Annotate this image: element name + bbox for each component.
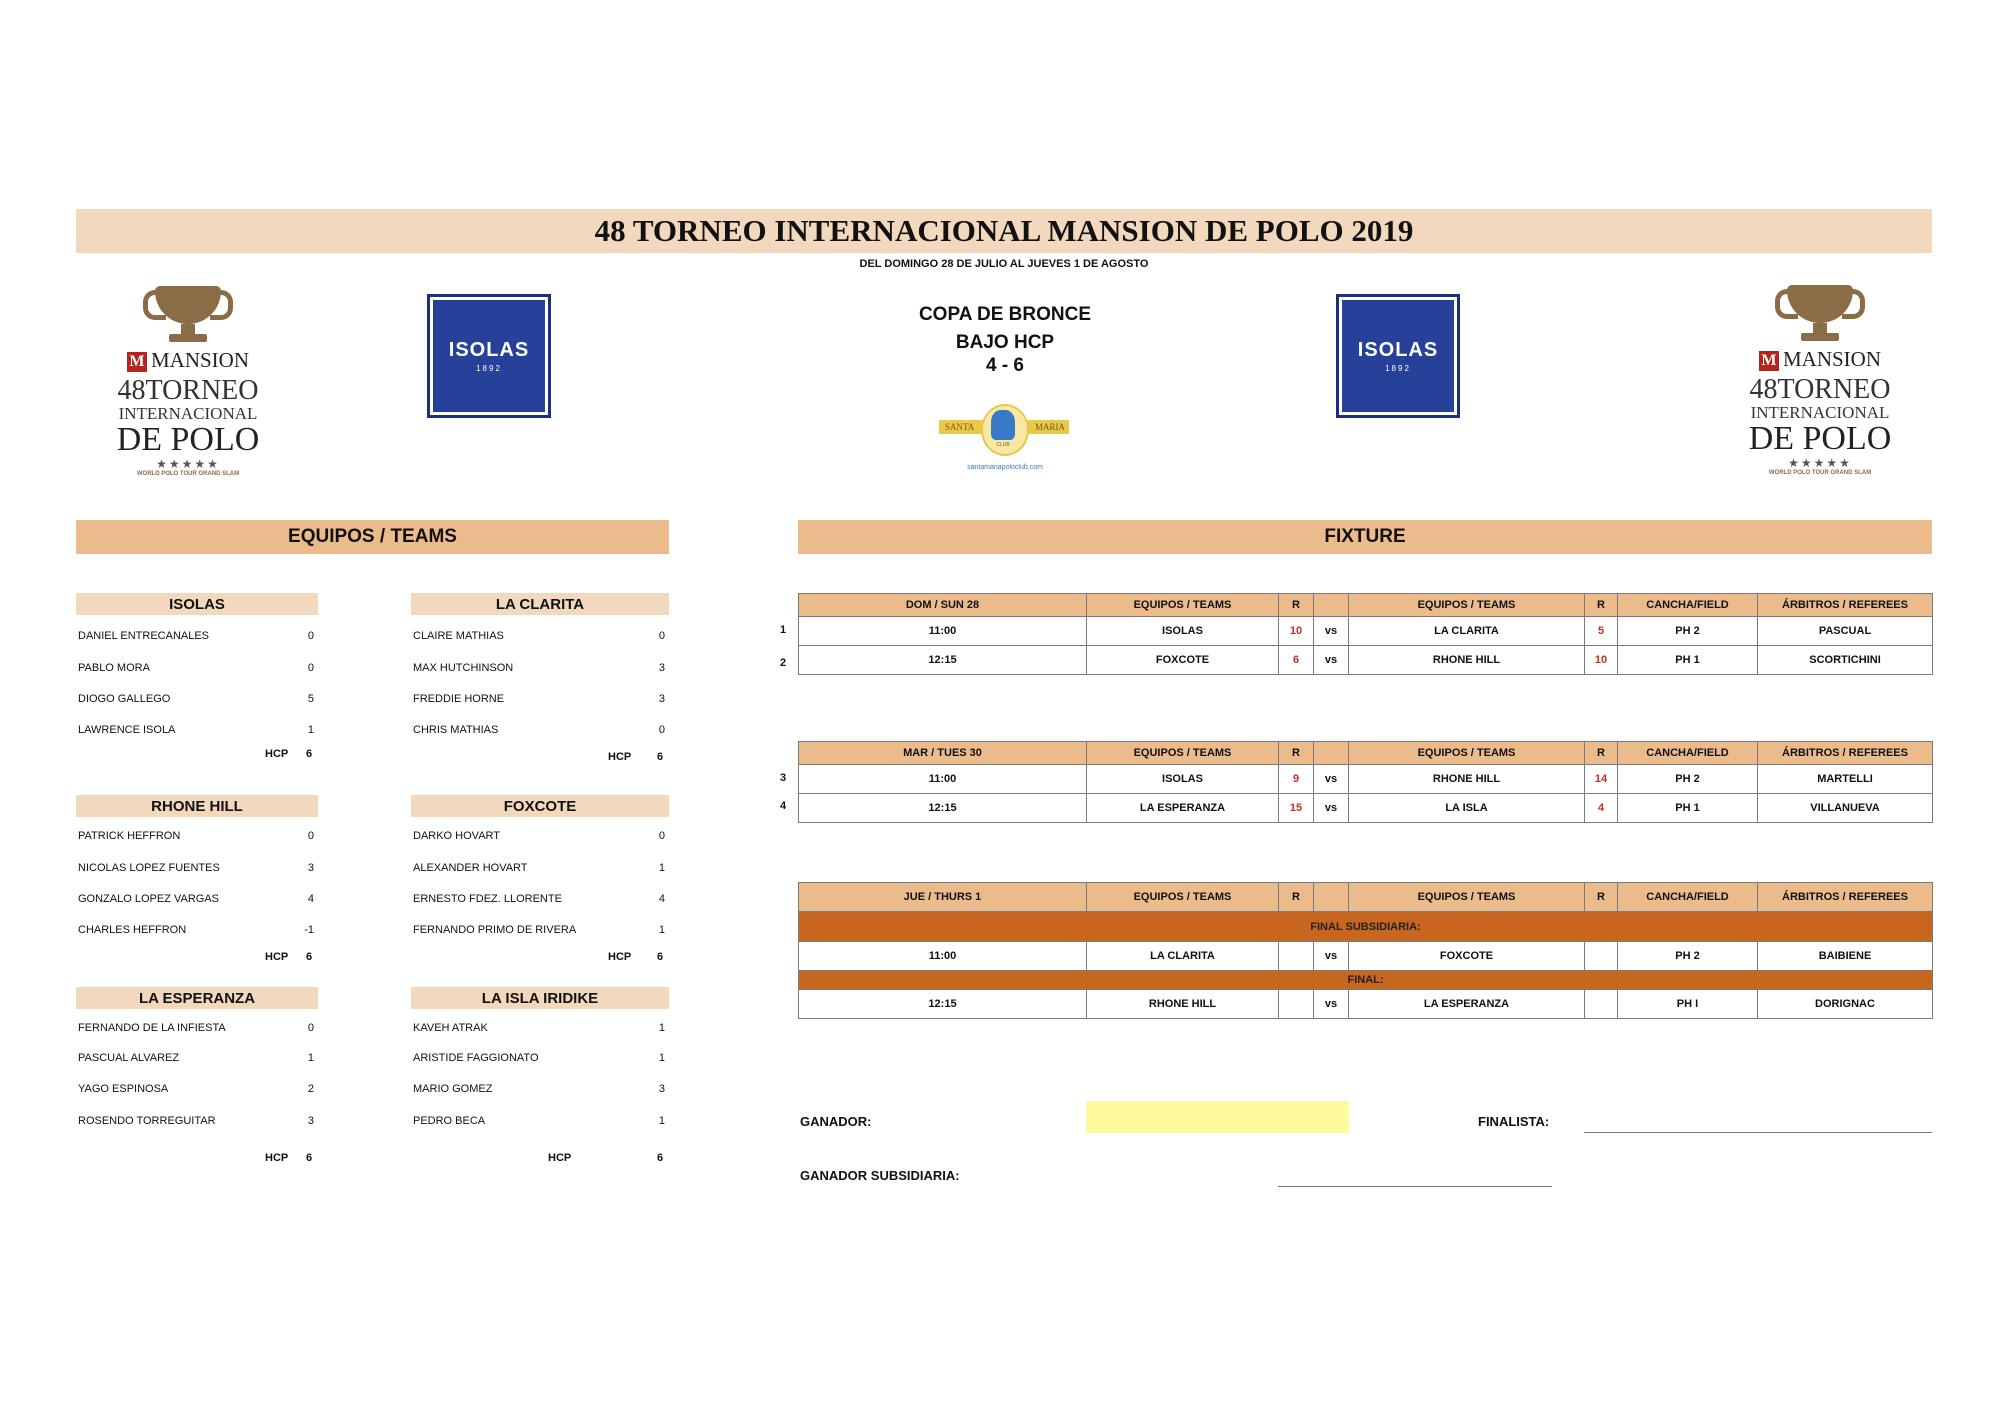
match-time: 12:15: [799, 794, 1087, 823]
player-handicap: 1: [658, 1115, 665, 1127]
subsidiary-winner-field[interactable]: [1278, 1154, 1552, 1187]
player-row: [76, 1083, 318, 1099]
match-time: 11:00: [799, 765, 1087, 794]
team-2: LA CLARITA: [1349, 617, 1585, 646]
score-1: [1279, 990, 1314, 1019]
vs-label: vs: [1314, 990, 1349, 1019]
score-2: 10: [1585, 646, 1618, 675]
player-name: CHARLES HEFFRON: [78, 924, 187, 936]
fixture-day-3: [798, 882, 1933, 1019]
vs-label: vs: [1314, 646, 1349, 675]
referee: SCORTICHINI: [1758, 646, 1933, 675]
match-row: [799, 617, 1933, 646]
mansion-logo-right: M MANSION 48TORNEO INTERNACIONAL DE POLO ★★★★★ WORLD POLO TOUR GRAND SLAM: [1740, 285, 1900, 485]
team-1: FOXCOTE: [1087, 646, 1279, 675]
cup-category: BAJO HCP: [955, 332, 1055, 353]
match-row: [799, 765, 1933, 794]
player-name: ROSENDO TORREGUITAR: [78, 1115, 216, 1127]
referee: BAIBIENE: [1758, 942, 1933, 971]
fixture-header-row: MAR / TUES 30 EQUIPOS / TEAMS R EQUIPOS / TEAMS R CANCHA/FIELD ÁRBITROS / REFEREES: [799, 742, 1933, 765]
team-hcp-label: HCP: [548, 1152, 572, 1164]
player-row: [411, 1115, 669, 1131]
score-1: 15: [1279, 794, 1314, 823]
team-header: LA ESPERANZA: [76, 987, 318, 1009]
team-hcp-label: HCP: [608, 951, 632, 963]
player-name: PABLO MORA: [78, 662, 150, 674]
winner-field[interactable]: [1086, 1101, 1349, 1133]
match-row: [799, 942, 1933, 971]
player-name: CHRIS MATHIAS: [413, 724, 499, 736]
player-name: PASCUAL ALVAREZ: [78, 1052, 180, 1064]
referee: MARTELLI: [1758, 765, 1933, 794]
team-2: RHONE HILL: [1349, 646, 1585, 675]
subsidiary-winner-label: GANADOR SUBSIDIARIA:: [800, 1168, 960, 1183]
player-name: DIOGO GALLEGO: [78, 693, 171, 705]
player-row: [411, 830, 669, 846]
player-row: [76, 924, 318, 940]
fixture-day-1: [798, 593, 1933, 675]
teams-section-header: EQUIPOS / TEAMS: [76, 520, 669, 554]
score-2: [1585, 942, 1618, 971]
player-name: FERNANDO PRIMO DE RIVERA: [413, 924, 577, 936]
player-name: FERNANDO DE LA INFIESTA: [78, 1022, 226, 1034]
player-handicap: 3: [307, 862, 314, 874]
player-name: YAGO ESPINOSA: [78, 1083, 169, 1095]
winner-label: GANADOR:: [800, 1114, 872, 1129]
player-handicap: 1: [658, 862, 665, 874]
player-row: [411, 1022, 669, 1038]
score-1: 10: [1279, 617, 1314, 646]
player-row: [411, 1083, 669, 1099]
player-name: FREDDIE HORNE: [413, 693, 505, 705]
player-name: KAVEH ATRAK: [413, 1022, 488, 1034]
player-row: [76, 693, 318, 709]
trophy-icon: [143, 286, 233, 342]
team-1: ISOLAS: [1087, 765, 1279, 794]
santa-maria-logo: SANTA MARIA CLUB santamariapoloclub.com: [935, 400, 1075, 476]
score-1: 6: [1279, 646, 1314, 675]
match-time: 12:15: [799, 990, 1087, 1019]
match-number: 3: [780, 772, 787, 784]
player-row: [76, 830, 318, 846]
vs-label: vs: [1314, 765, 1349, 794]
player-name: MARIO GOMEZ: [413, 1083, 493, 1095]
player-row: [411, 924, 669, 940]
player-handicap: 3: [658, 662, 665, 674]
player-row: [411, 893, 669, 909]
vs-label: vs: [1314, 942, 1349, 971]
player-handicap: 3: [658, 1083, 665, 1095]
player-handicap: 0: [658, 830, 665, 842]
team-header: FOXCOTE: [411, 795, 669, 817]
stage-label: FINAL:: [799, 971, 1933, 990]
team-hcp-label: HCP: [608, 751, 632, 763]
player-name: ARISTIDE FAGGIONATO: [413, 1052, 539, 1064]
team-hcp-total: 6: [306, 951, 313, 963]
player-name: DARKO HOVART: [413, 830, 500, 842]
match-number: 4: [780, 800, 787, 812]
stars-icon: ★★★★★: [156, 457, 220, 471]
player-handicap: 1: [307, 724, 314, 736]
fixture-day-2: [798, 741, 1933, 823]
finalist-label: FINALISTA:: [1478, 1114, 1550, 1129]
player-handicap: 0: [307, 830, 314, 842]
mansion-logo-left: M MANSION 48TORNEO INTERNACIONAL DE POLO ★★★★★ WORLD POLO TOUR GRAND SLAM: [108, 286, 268, 486]
player-row: [76, 1115, 318, 1131]
team-header: LA CLARITA: [411, 593, 669, 615]
match-time: 11:00: [799, 942, 1087, 971]
match-row: [799, 646, 1933, 675]
polo-player-icon: [991, 410, 1015, 440]
team-2: LA ESPERANZA: [1349, 990, 1585, 1019]
match-number: 1: [780, 624, 787, 636]
day-label: DOM / SUN 28: [799, 594, 1087, 617]
player-handicap: 0: [307, 662, 314, 674]
team-2: LA ISLA: [1349, 794, 1585, 823]
trophy-icon: [1775, 285, 1865, 341]
player-row: [76, 862, 318, 878]
player-handicap: 0: [307, 1022, 314, 1034]
score-1: [1279, 942, 1314, 971]
player-name: GONZALO LOPEZ VARGAS: [78, 893, 219, 905]
vs-label: vs: [1314, 617, 1349, 646]
cup-info: [860, 304, 1150, 377]
team-hcp-total: 6: [306, 748, 313, 760]
team-header: LA ISLA IRIDIKE: [411, 987, 669, 1009]
isolas-logo-left: ISOLAS 1892: [427, 294, 551, 418]
match-row: [799, 794, 1933, 823]
player-row: [76, 630, 318, 646]
mansion-m-icon: M: [127, 352, 147, 372]
team-hcp-total: 6: [306, 1152, 313, 1164]
team-hcp-total: 6: [657, 951, 664, 963]
team-hcp-label: HCP: [265, 1152, 289, 1164]
player-handicap: 3: [658, 693, 665, 705]
player-handicap: 0: [307, 630, 314, 642]
team-header: ISOLAS: [76, 593, 318, 615]
stars-icon: ★★★★★: [1788, 456, 1852, 470]
player-name: PATRICK HEFFRON: [78, 830, 181, 842]
player-handicap: 1: [658, 924, 665, 936]
match-time: 12:15: [799, 646, 1087, 675]
vs-label: vs: [1314, 794, 1349, 823]
player-name: PEDRO BECA: [413, 1115, 486, 1127]
team-1: LA CLARITA: [1087, 942, 1279, 971]
match-number: 2: [780, 657, 787, 669]
player-name: NICOLAS LOPEZ FUENTES: [78, 862, 220, 874]
field: PH 2: [1618, 942, 1758, 971]
player-name: CLAIRE MATHIAS: [413, 630, 504, 642]
player-handicap: 1: [307, 1052, 314, 1064]
team-1: RHONE HILL: [1087, 990, 1279, 1019]
player-handicap: 1: [658, 1052, 665, 1064]
team-2: RHONE HILL: [1349, 765, 1585, 794]
field: PH I: [1618, 990, 1758, 1019]
player-handicap: 2: [307, 1083, 314, 1095]
player-row: [411, 1052, 669, 1068]
mansion-m-icon: M: [1759, 351, 1779, 371]
player-row: [411, 662, 669, 678]
player-row: [411, 724, 669, 740]
team-hcp-total: 6: [657, 1152, 664, 1164]
tournament-dates: DEL DOMINGO 28 DE JULIO AL JUEVES 1 DE AGOSTO: [859, 258, 1149, 270]
team-1: LA ESPERANZA: [1087, 794, 1279, 823]
team-hcp-label: HCP: [265, 748, 289, 760]
field: PH 1: [1618, 794, 1758, 823]
stage-label: FINAL SUBSIDIARIA:: [799, 912, 1933, 942]
tournament-title: 48 TORNEO INTERNACIONAL MANSION DE POLO 2019: [594, 213, 1414, 248]
score-2: 4: [1585, 794, 1618, 823]
fixture-section-header: FIXTURE: [798, 520, 1932, 554]
player-handicap: 4: [658, 893, 665, 905]
player-row: [76, 893, 318, 909]
team-hcp-label: HCP: [265, 951, 289, 963]
stage-row-subsidiary: [799, 912, 1933, 942]
player-row: [76, 1052, 318, 1068]
day-label: MAR / TUES 30: [799, 742, 1087, 765]
player-handicap: 0: [658, 724, 665, 736]
tournament-title-bar: [76, 209, 1932, 253]
team-1: ISOLAS: [1087, 617, 1279, 646]
player-handicap: -1: [304, 924, 314, 936]
score-2: 5: [1585, 617, 1618, 646]
player-name: ERNESTO FDEZ. LLORENTE: [413, 893, 562, 905]
match-row: [799, 990, 1933, 1019]
field: PH 2: [1618, 617, 1758, 646]
field: PH 2: [1618, 765, 1758, 794]
stage-row-final: [799, 971, 1933, 990]
player-handicap: 0: [658, 630, 665, 642]
player-row: [411, 862, 669, 878]
team-hcp-total: 6: [657, 751, 664, 763]
team-2: FOXCOTE: [1349, 942, 1585, 971]
player-name: ALEXANDER HOVART: [413, 862, 528, 874]
player-row: [411, 630, 669, 646]
referee: PASCUAL: [1758, 617, 1933, 646]
day-label: JUE / THURS 1: [799, 883, 1087, 912]
score-2: [1585, 990, 1618, 1019]
player-handicap: 1: [658, 1022, 665, 1034]
player-handicap: 5: [307, 693, 314, 705]
player-row: [76, 1022, 318, 1038]
referee: VILLANUEVA: [1758, 794, 1933, 823]
cup-range: 4 - 6: [985, 355, 1025, 376]
player-handicap: 4: [307, 893, 314, 905]
isolas-logo-right: ISOLAS 1892: [1336, 294, 1460, 418]
finalist-field[interactable]: [1584, 1100, 1932, 1133]
referee: DORIGNAC: [1758, 990, 1933, 1019]
score-2: 14: [1585, 765, 1618, 794]
fixture-header-row: DOM / SUN 28 EQUIPOS / TEAMS R EQUIPOS / TEAMS R CANCHA/FIELD ÁRBITROS / REFEREES: [799, 594, 1933, 617]
score-1: 9: [1279, 765, 1314, 794]
player-row: [76, 662, 318, 678]
player-handicap: 3: [307, 1115, 314, 1127]
cup-name: COPA DE BRONCE: [918, 304, 1092, 325]
player-name: LAWRENCE ISOLA: [78, 724, 176, 736]
player-row: [411, 693, 669, 709]
player-name: MAX HUTCHINSON: [413, 662, 514, 674]
player-row: [76, 724, 318, 740]
player-name: DANIEL ENTRECANALES: [78, 630, 210, 642]
fixture-header-row: JUE / THURS 1 EQUIPOS / TEAMS R EQUIPOS / TEAMS R CANCHA/FIELD ÁRBITROS / REFEREES: [799, 883, 1933, 912]
field: PH 1: [1618, 646, 1758, 675]
team-header: RHONE HILL: [76, 795, 318, 817]
match-time: 11:00: [799, 617, 1087, 646]
